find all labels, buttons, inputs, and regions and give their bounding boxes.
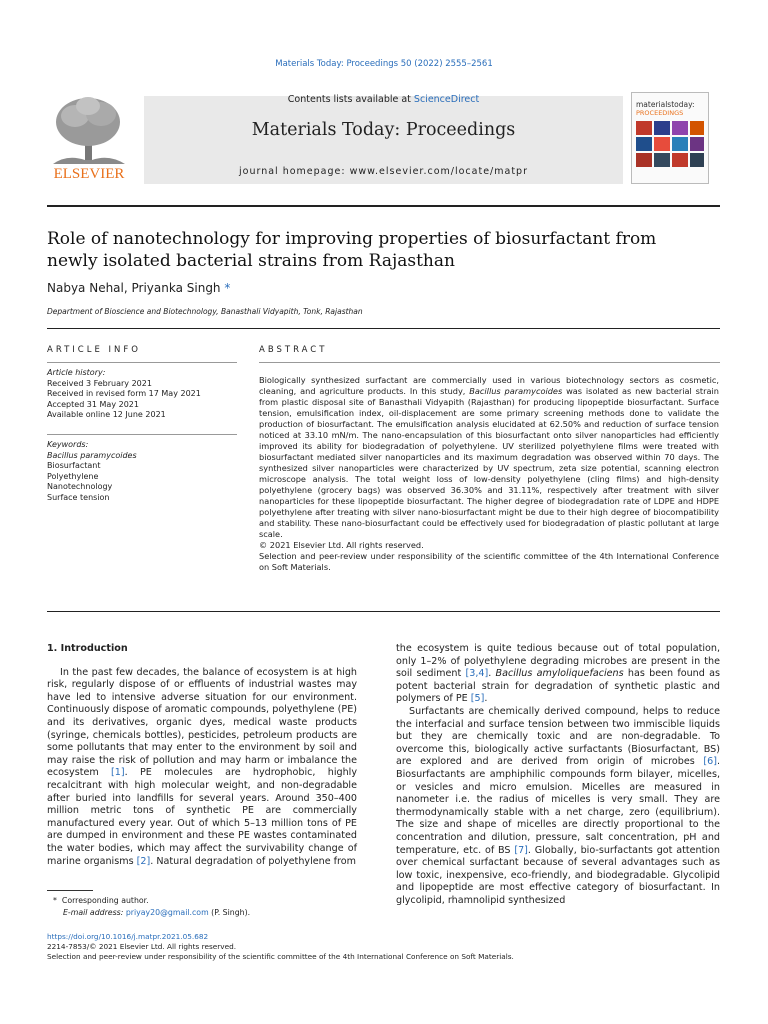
corresponding-author-note: * Corresponding author. — [53, 896, 149, 905]
info-rule-top — [47, 362, 237, 363]
keyword: Bacillus paramycoides — [47, 450, 137, 460]
authors: Nabya Nehal, Priyanka Singh — [47, 281, 221, 295]
body-right-column — [396, 643, 720, 907]
info-rule-mid — [47, 434, 237, 435]
history-received: Received 3 February 2021 — [47, 378, 152, 388]
abstract-peer-review: Selection and peer-review under responsibility of the scientific committee of the 4th International Conference on Soft Materials. — [259, 551, 719, 572]
keyword: Biosurfactant — [47, 461, 101, 470]
section-heading: 1. Introduction — [47, 643, 128, 654]
page-footer — [47, 932, 727, 962]
elsevier-logo — [47, 92, 131, 182]
abstract-body — [259, 375, 719, 573]
cover-title-b: PROCEEDINGS — [636, 109, 684, 117]
journal-citation[interactable]: Materials Today: Proceedings 50 (2022) 2555–2561 — [275, 59, 493, 69]
reference-link[interactable]: [7] — [514, 844, 528, 856]
footnote-rule — [47, 890, 93, 891]
sciencedirect-link[interactable]: ScienceDirect — [413, 94, 480, 105]
cover-image — [632, 93, 708, 183]
email-note: E-mail address: priyay20@gmail.com (P. Singh). — [63, 908, 251, 917]
elsevier-wordmark: ELSEVIER — [53, 166, 125, 182]
abstract-copyright: © 2021 Elsevier Ltd. All rights reserved. — [259, 540, 424, 550]
journal-homepage — [144, 166, 623, 177]
homepage-link[interactable]: www.elsevier.com/locate/matpr — [349, 166, 528, 177]
title-rule — [47, 328, 720, 329]
header-rule — [47, 205, 720, 207]
body-paragraph: Surfactants are chemically derived compound, helps to reduce the interfacial and surface tension between two immiscible liquids but they are chemically toxic and are non-degradable. To overcome this, biologically active surfactants (Biosurfactant, BS) are explored and are derived from origin of microbes [6]. Biosurfactants are amphiphilic compounds form bilayer, micelles, or vesicles and micro emulsion. Micelles are measured in nanometer i.e. the radius of micelles is very small. They are thermodynamically stable with a net charge, zero (equilibrium). The size and shape of micelles are directly proportional to the concentration and dilution, pressure, salt concentration, pH and temperature, etc. of BS [7]. Globally, bio-surfactants got attention over chemical surfactant because of several advantages such as low toxic, inexpensive, eco-friendly, and biodegradable. Glycolipid and lipopeptide are most effective category of biosurfactant. In glycolipid, rhamnolipid synthesized — [396, 705, 720, 906]
article-info-heading: ARTICLE INFO — [47, 345, 141, 355]
history-accepted: Accepted 31 May 2021 — [47, 399, 139, 409]
abstract-heading: ABSTRACT — [259, 345, 328, 355]
article-title: Role of nanotechnology for improving properties of biosurfactant from newly isolated bacterial strains from Rajasthan — [47, 229, 657, 271]
history-revised: Received in revised form 17 May 2021 — [47, 389, 201, 398]
abstract-text: Biologically synthesized surfactant are commercially used in various biotechnology sectors as cosmetic, cleaning, and agriculture products. In this study, Bacillus paramycoides was isolated as new bacterial strain from plastic disposal site of Banasthali Vidyapith (Rajasthan) for producing lipopeptide biosurfactant. Surface tension, emulsification index, oil-displacement are some primary screening methods done to validate the production of biosurfactant. The emulsification analysis elucidated at 62.50% and reduction of surface tension noticed at 33.10 mN/m. The nano-encapsulation of this biosurfactant onto silver nanoparticles had efficiently improved its ability for biodegradation of polyethylene. UV sterilized polyethylene films were treated with biosurfactant mediated silver nanoparticles and its maximum degradation was observed within 70 days. The synthesized silver nanoparticles were characterized by UV spectrum, zeta size potential, scanning electron microscope analysis. The total weight loss of low-density polyethylene (cling films) and high-density polyethylene (grocery bags) was observed 36.30% and 31.11%, respectively after treatment with silver nanoparticles for these lipopeptide biosurfactant. The higher degree of biodegradation rate of LDPE and HDPE polyethylene after treating with silver nano-biosurfactant might be due to their high degree of biocompatibility and stability. These nano-biosurfactant could be effectively used for biodegradation of plastic pollutant at large scale. — [259, 375, 719, 539]
abstract-rule — [259, 362, 720, 363]
contents-prefix: Contents lists available at — [287, 94, 414, 105]
homepage-prefix: journal homepage: — [239, 166, 350, 177]
issn-line: 2214-7853/© 2021 Elsevier Ltd. All rights reserved. — [47, 942, 237, 951]
body-paragraph: In the past few decades, the balance of ecosystem is at high risk, regularly dispose of or effluents of industrial wastes may have led to intensive adverse situation for our environment. Continuously dispose of aromatic compounds, polyethylene (PE) and its derivatives, organic dyes, medical waste products (syringe, chemicals bottles), pesticides, petroleum products are some pollutants that may enter to the environment by soil and may raise the risk of pollution and may harm or imbalance the ecosystem [1]. PE molecules are hydrophobic, highly recalcitrant with high molecular weight, and non-degradable after buried into landfills for several years. Around 350–400 million metric tons of synthetic PE are commercially manufactured every year. Out of which 5–13 million tons of PE are dumped in environment and these PE wastes contaminated the water bodies, which may affect the survivability change of marine organisms [2]. Natural degradation of polyethylene from — [47, 666, 358, 867]
reference-link[interactable]: [1] — [111, 767, 125, 779]
abstract-rule-bottom — [47, 611, 720, 612]
species-name: Bacillus paramycoides — [469, 386, 563, 396]
keyword: Surface tension — [47, 492, 110, 502]
history-label: Article history: — [47, 368, 106, 377]
elsevier-tree-icon — [47, 92, 131, 182]
journal-cover-thumbnail — [631, 92, 709, 184]
contents-line — [144, 94, 623, 105]
reference-link[interactable]: [2] — [136, 855, 151, 867]
journal-title: Materials Today: Proceedings — [251, 120, 516, 140]
author-list — [47, 281, 230, 295]
history-online: Available online 12 June 2021 — [47, 410, 166, 419]
footnote — [47, 895, 357, 919]
cover-title-a: materialstoday: — [636, 100, 695, 109]
body-left-column — [47, 643, 357, 868]
doi-link[interactable]: https://doi.org/10.1016/j.matpr.2021.05.682 — [47, 932, 209, 941]
keyword: Polyethylene — [47, 471, 99, 481]
species-name: Bacillus amyloliquefaciens — [495, 668, 624, 680]
reference-link[interactable]: [6] — [703, 756, 717, 768]
email-link[interactable]: priyay20@gmail.com — [125, 908, 209, 917]
affiliation: Department of Bioscience and Biotechnology, Banasthali Vidyapith, Tonk, Rajasthan — [47, 307, 363, 316]
reference-link[interactable]: [3,4] — [465, 668, 489, 680]
body-paragraph: the ecosystem is quite tedious because out of total population, only 1–2% of polyethylene degrading microbes are present in the soil sediment [3,4]. Bacillus amyloliquefaciens has been found as potent bacterial strain for degradation of synthetic plastic and polymers of PE [5]. — [396, 643, 720, 705]
keyword: Nanotechnology — [47, 482, 113, 491]
keywords — [47, 440, 237, 503]
article-history — [47, 368, 237, 421]
footer-peer-review: Selection and peer-review under responsibility of the scientific committee of the 4th International Conference on Soft Materials. — [47, 952, 514, 961]
corresponding-author-mark[interactable]: * — [224, 281, 231, 295]
reference-link[interactable]: [5] — [470, 693, 485, 705]
keywords-label: Keywords: — [47, 440, 89, 449]
